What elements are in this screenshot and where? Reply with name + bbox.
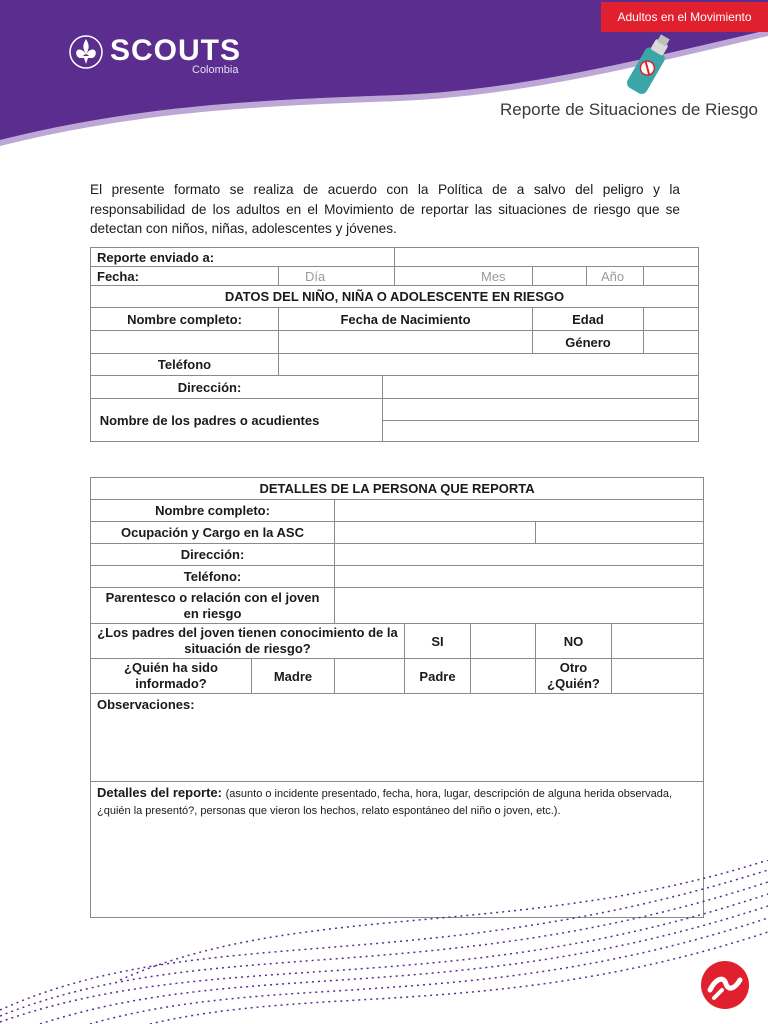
fleur-de-lis-icon [68, 34, 104, 70]
decorative-waves [0, 860, 768, 1024]
reporte-enviado-label: Reporte enviado a: [91, 248, 395, 267]
intro-paragraph: El presente formato se realiza de acuerdo con la Política de a salvo del peligro y la responsabilidad de los adultos en el Movimiento de reportar las situaciones de riesgo que se detectan con niños, niñas, adolescentes y jóvenes. [90, 182, 680, 236]
r-telefono-field[interactable] [335, 566, 704, 588]
si-checkbox[interactable] [471, 624, 536, 659]
child-section-title: DATOS DEL NIÑO, NIÑA O ADOLESCENTE EN RIESGO [91, 286, 699, 308]
brand-subtitle: Colombia [192, 64, 239, 76]
anio-extra-field[interactable] [644, 267, 699, 286]
r-telefono-label: Teléfono: [91, 566, 335, 588]
report-title: Reporte de Situaciones de Riesgo [500, 100, 758, 119]
padres-label: Nombre de los padres o acudientes [91, 399, 383, 442]
edad-label: Edad [533, 308, 644, 331]
r-nombre-label: Nombre completo: [91, 500, 335, 522]
nombre-field[interactable] [91, 331, 279, 354]
reporter-section-title: DETALLES DE LA PERSONA QUE REPORTA [91, 478, 704, 500]
edad-field[interactable] [644, 308, 699, 331]
no-label: NO [536, 624, 612, 659]
padre-label: Padre [405, 659, 471, 694]
genero-field[interactable] [644, 331, 699, 354]
si-label: SI [405, 624, 471, 659]
scouts-logo [68, 34, 242, 76]
direccion-label: Dirección: [91, 376, 383, 399]
parentesco-label: Parentesco o relación con el joven en riesgo [91, 588, 335, 624]
footer-logo-icon [700, 960, 750, 1010]
otro-field[interactable] [612, 659, 704, 694]
mes-extra-field[interactable] [533, 267, 587, 286]
nombre-label: Nombre completo: [91, 308, 279, 331]
telefono-label: Teléfono [91, 354, 279, 376]
padres-field-2[interactable] [383, 421, 699, 442]
ocupacion-label: Ocupación y Cargo en la ASC [91, 522, 335, 544]
parentesco-field[interactable] [335, 588, 704, 624]
mes-field[interactable]: Mes [395, 267, 533, 286]
observaciones-box[interactable] [91, 694, 704, 782]
r-direccion-field[interactable] [335, 544, 704, 566]
nacimiento-label: Fecha de Nacimiento [279, 308, 533, 331]
observaciones-label: Observaciones: [97, 697, 195, 712]
padres-field-1[interactable] [383, 399, 699, 421]
genero-label: Género [533, 331, 644, 354]
fecha-label: Fecha: [91, 267, 279, 286]
padre-field[interactable] [471, 659, 536, 694]
cargo-field[interactable] [536, 522, 704, 544]
spray-bottle-icon [618, 30, 678, 100]
madre-label: Madre [252, 659, 335, 694]
detalles-label: Detalles del reporte: [97, 785, 222, 800]
dia-field[interactable]: Día [279, 267, 395, 286]
r-nombre-field[interactable] [335, 500, 704, 522]
section-tag: Adultos en el Movimiento [601, 2, 768, 32]
otro-label: Otro ¿Quién? [536, 659, 612, 694]
detalles-note: (asunto o incidente presentado, fecha, hora, lugar, descripción de alguna herida observada, ¿quién la presentó?, personas que vieron los hechos, relato espontáneo del niño o joven, etc.). [97, 788, 673, 817]
no-checkbox[interactable] [612, 624, 704, 659]
direccion-field[interactable] [383, 376, 699, 399]
child-data-table [90, 247, 699, 442]
reporter-table [90, 477, 704, 918]
quien-label: ¿Quién ha sido informado? [91, 659, 252, 694]
anio-field[interactable]: Año [587, 267, 644, 286]
brand-name: SCOUTS [110, 34, 242, 67]
nacimiento-field[interactable] [279, 331, 533, 354]
ocupacion-field[interactable] [335, 522, 536, 544]
r-direccion-label: Dirección: [91, 544, 335, 566]
conocimiento-label: ¿Los padres del joven tienen conocimiento de la situación de riesgo? [91, 624, 405, 659]
telefono-field[interactable] [279, 354, 699, 376]
reporte-enviado-field[interactable] [395, 248, 699, 267]
madre-field[interactable] [335, 659, 405, 694]
